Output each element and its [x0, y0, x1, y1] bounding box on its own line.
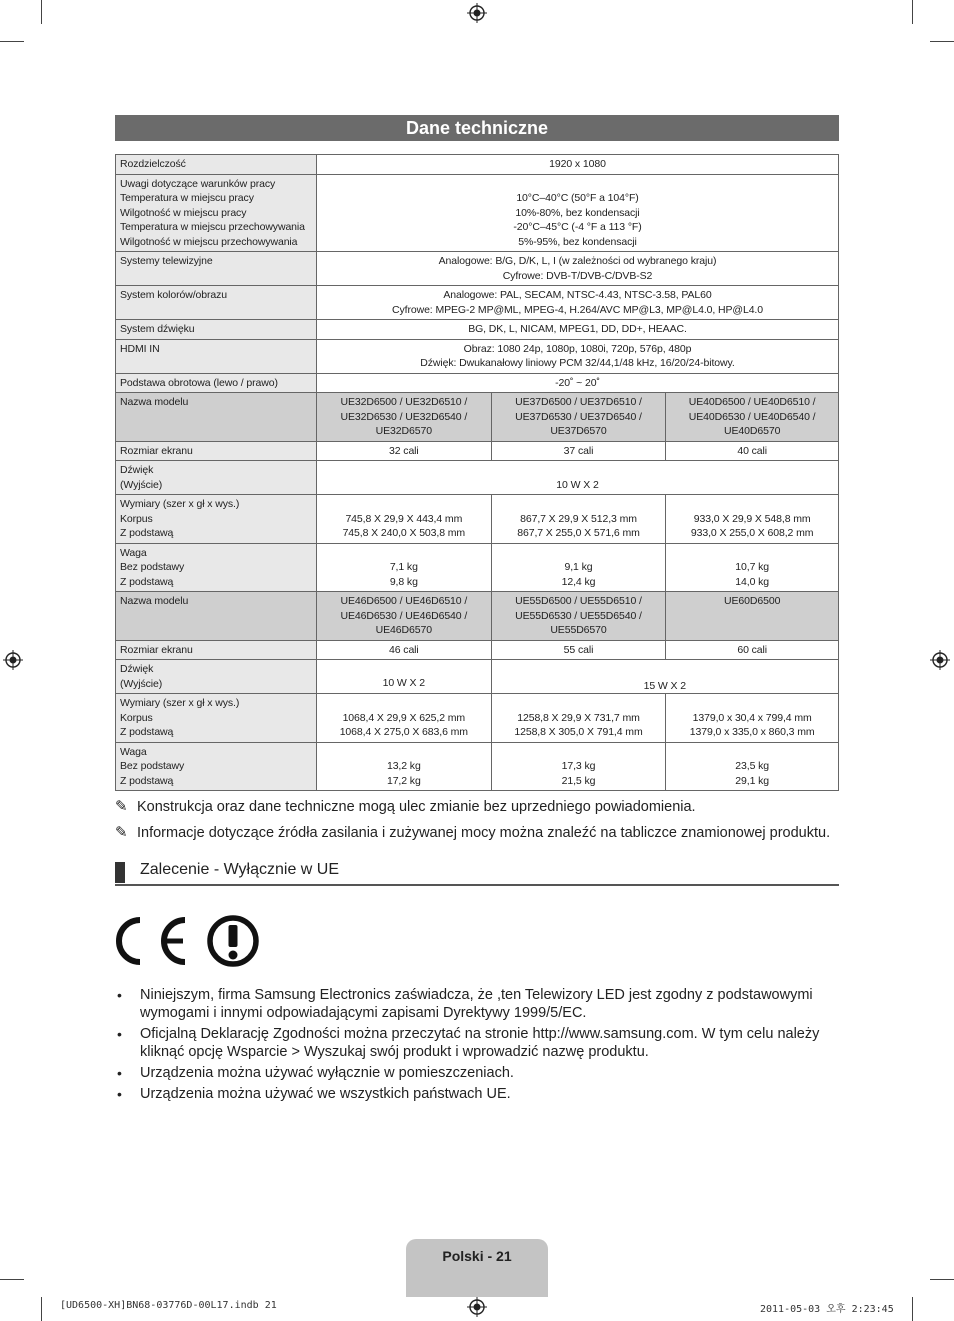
- row-label: Nazwa modelu: [116, 592, 317, 641]
- table-row: [116, 640, 839, 660]
- table-row: [116, 543, 839, 592]
- row-value: 1920 x 1080: [317, 155, 839, 175]
- row-label: System kolorów/obrazu: [116, 286, 317, 320]
- row-label: Dźwięk (Wyjście): [116, 660, 317, 694]
- row-value: 23,5 kg 29,1 kg: [666, 742, 839, 791]
- table-row: [116, 495, 839, 544]
- crop-mark: [0, 41, 24, 42]
- row-label: Dźwięk (Wyjście): [116, 461, 317, 495]
- table-row: [116, 393, 839, 442]
- row-label: Waga Bez podstawy Z podstawą: [116, 543, 317, 592]
- row-value: BG, DK, L, NICAM, MPEG1, DD, DD+, HEAAC.: [317, 320, 839, 340]
- row-value: 40 cali: [666, 441, 839, 461]
- pencil-icon: ✎: [115, 798, 128, 815]
- table-row: [116, 461, 839, 495]
- row-label: Wymiary (szer x gł x wys.) Korpus Z podstawą: [116, 495, 317, 544]
- model-cell: UE55D6500 / UE55D6510 / UE55D6530 / UE55D6540 / UE55D6570: [491, 592, 666, 641]
- row-label: Rozmiar ekranu: [116, 640, 317, 660]
- row-value: 46 cali: [317, 640, 492, 660]
- ce-alert-logo: [113, 912, 263, 970]
- list-item: • Urządzenia można używać wyłącznie w pomieszczeniach.: [115, 1064, 845, 1082]
- crop-mark: [930, 41, 954, 42]
- registration-mark-icon: [930, 650, 950, 670]
- print-info-right: 2011-05-03 오후 2:23:45: [760, 1304, 894, 1315]
- model-cell: UE37D6500 / UE37D6510 / UE37D6530 / UE37D6540 / UE37D6570: [491, 393, 666, 442]
- registration-mark-icon: [3, 650, 23, 670]
- crop-mark: [0, 1279, 24, 1280]
- table-row: [116, 441, 839, 461]
- row-value: 10,7 kg 14,0 kg: [666, 543, 839, 592]
- row-value: 9,1 kg 12,4 kg: [491, 543, 666, 592]
- row-label: Wymiary (szer x gł x wys.) Korpus Z podstawą: [116, 694, 317, 743]
- crop-mark: [930, 1279, 954, 1280]
- model-cell: UE40D6500 / UE40D6510 / UE40D6530 / UE40D6540 / UE40D6570: [666, 393, 839, 442]
- table-row: [116, 174, 839, 252]
- row-value: 17,3 kg 21,5 kg: [491, 742, 666, 791]
- row-value: 7,1 kg 9,8 kg: [317, 543, 492, 592]
- section-title: Zalecenie - Wyłącznie w UE: [140, 861, 340, 878]
- row-label: Podstawa obrotowa (lewo / prawo): [116, 373, 317, 393]
- row-value: 32 cali: [317, 441, 492, 461]
- row-value: 13,2 kg 17,2 kg: [317, 742, 492, 791]
- table-row: [116, 155, 839, 175]
- page-number: Polski - 21: [406, 1239, 548, 1297]
- row-label: Uwagi dotyczące warunków pracy Temperatura w miejscu pracy Wilgotność w miejscu pracy Temperatura w miejscu przechowywania Wilgotność w miejscu przechowywania: [116, 174, 317, 252]
- list-item: • Oficjalną Deklarację Zgodności można przeczytać na stronie http://www.samsung.com. W tym celu należy kliknąć opcję Wsparcie > Wyszukaj swój produkt i wprowadzić nazwę produktu.: [115, 1025, 845, 1061]
- row-value: Analogowe: B/G, D/K, L, I (w zależności od wybranego kraju) Cyfrowe: DVB-T/DVB-C/DVB-S2: [317, 252, 839, 286]
- row-value: -20˚ ~ 20˚: [317, 373, 839, 393]
- row-value: 745,8 X 29,9 X 443,4 mm 745,8 X 240,0 X 503,8 mm: [317, 495, 492, 544]
- row-label: Rozmiar ekranu: [116, 441, 317, 461]
- table-row: [116, 286, 839, 320]
- table-row: [116, 660, 839, 694]
- table-row: [116, 742, 839, 791]
- table-row: [116, 252, 839, 286]
- note: ✎ Informacje dotyczące źródła zasilania i zużywanej mocy można znaleźć na tabliczce znamionowej produktu.: [115, 824, 831, 841]
- row-value: 10 W X 2: [317, 461, 839, 495]
- model-cell: UE60D6500: [666, 592, 839, 641]
- row-value: Analogowe: PAL, SECAM, NTSC-4.43, NTSC-3.58, PAL60 Cyfrowe: MPEG-2 MP@ML, MPEG-4, H.264/AVC MP@L3, MP@L4.0, HP@L4.0: [317, 286, 839, 320]
- print-info-left: [UD6500-XH]BN68-03776D-00L17.indb 21: [60, 1300, 277, 1311]
- crop-mark: [912, 1297, 913, 1321]
- pencil-icon: ✎: [115, 824, 128, 841]
- table-row: [116, 339, 839, 373]
- list-item: • Urządzenia można używać we wszystkich państwach UE.: [115, 1085, 845, 1103]
- row-label: Rozdzielczość: [116, 155, 317, 175]
- registration-mark-icon: [467, 1297, 487, 1317]
- row-value: 37 cali: [491, 441, 666, 461]
- section-header: [115, 860, 839, 886]
- row-value: Obraz: 1080 24p, 1080p, 1080i, 720p, 576p, 480p Dźwięk: Dwukanałowy liniowy PCM 32/44,1/48 kHz, 16/20/24-bitowy.: [317, 339, 839, 373]
- row-value: 10 W X 2: [317, 660, 492, 694]
- row-value: 10°C–40°C (50°F a 104°F) 10%-80%, bez kondensacji -20°C–45°C (-4 °F a 113 °F) 5%-95%, bez kondensacji: [317, 174, 839, 252]
- model-cell: UE32D6500 / UE32D6510 / UE32D6530 / UE32D6540 / UE32D6570: [317, 393, 492, 442]
- row-value: 1379,0 x 30,4 x 799,4 mm 1379,0 x 335,0 x 860,3 mm: [666, 694, 839, 743]
- row-value: 867,7 X 29,9 X 512,3 mm 867,7 X 255,0 X 571,6 mm: [491, 495, 666, 544]
- crop-mark: [41, 0, 42, 24]
- note: ✎ Konstrukcja oraz dane techniczne mogą ulec zmianie bez uprzedniego powiadomienia.: [115, 798, 696, 815]
- table-row: [116, 592, 839, 641]
- section-bar: [115, 862, 125, 883]
- row-value: 55 cali: [491, 640, 666, 660]
- table-row: [116, 694, 839, 743]
- row-value: 60 cali: [666, 640, 839, 660]
- row-value: 1068,4 X 29,9 X 625,2 mm 1068,4 X 275,0 X 683,6 mm: [317, 694, 492, 743]
- table-row: [116, 373, 839, 393]
- page-title: Dane techniczne: [115, 115, 839, 141]
- spec-table: [115, 154, 839, 791]
- registration-mark-icon: [467, 3, 487, 23]
- row-value: 15 W X 2: [491, 660, 838, 694]
- table-row: [116, 320, 839, 340]
- list-item: • Niniejszym, firma Samsung Electronics zaświadcza, że ,ten Telewizory LED jest zgodny z podstawowymi wymogami i innymi odpowiadającymi zapisami Dyrektywy 1999/5/EC.: [115, 986, 845, 1022]
- crop-mark: [912, 0, 913, 24]
- row-label: HDMI IN: [116, 339, 317, 373]
- row-label: Systemy telewizyjne: [116, 252, 317, 286]
- row-value: 933,0 X 29,9 X 548,8 mm 933,0 X 255,0 X 608,2 mm: [666, 495, 839, 544]
- row-label: System dźwięku: [116, 320, 317, 340]
- row-label: Waga Bez podstawy Z podstawą: [116, 742, 317, 791]
- bullet-list: [115, 986, 845, 1106]
- model-cell: UE46D6500 / UE46D6510 / UE46D6530 / UE46D6540 / UE46D6570: [317, 592, 492, 641]
- crop-mark: [41, 1297, 42, 1321]
- row-label: Nazwa modelu: [116, 393, 317, 442]
- row-value: 1258,8 X 29,9 X 731,7 mm 1258,8 X 305,0 X 791,4 mm: [491, 694, 666, 743]
